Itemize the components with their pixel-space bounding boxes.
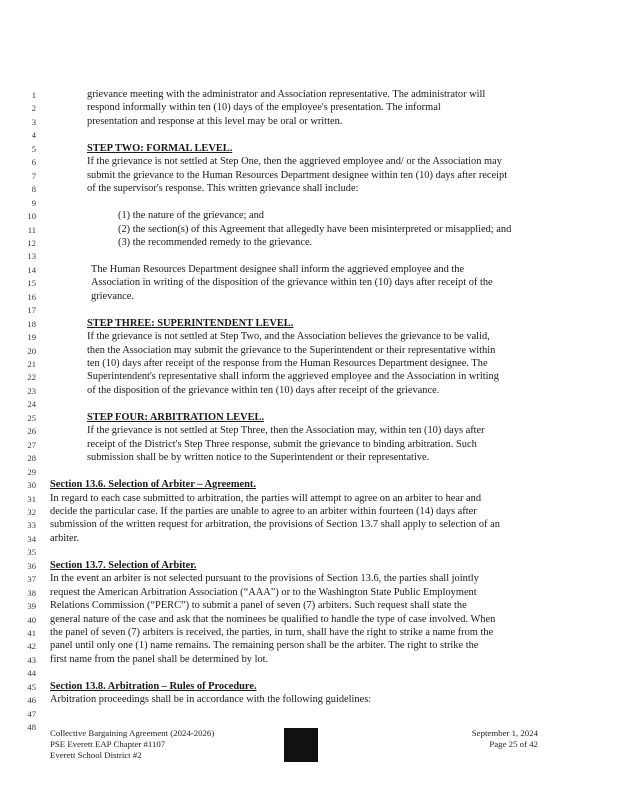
line-text: first name from the panel shall be determined by lot. (50, 653, 269, 665)
line-number: 22 (27, 372, 36, 383)
document-line (0, 626, 618, 640)
document-line (0, 344, 618, 358)
line-text: decide the particular case. If the parties are unable to agree to an arbiter within fourteen (14) days after (50, 505, 477, 517)
line-text: Relations Commission (“PERC”) to submit a panel of seven (7) arbiters. Such request shall state the (50, 600, 467, 612)
line-number: 38 (27, 587, 36, 598)
document-line (0, 707, 618, 721)
line-number: 7 (31, 170, 36, 181)
line-number: 39 (27, 601, 36, 612)
line-number: 31 (27, 493, 36, 504)
document-line (0, 155, 618, 169)
document-line (0, 370, 618, 384)
document-line (0, 451, 618, 465)
document-line (0, 236, 618, 250)
line-text: Arbitration proceedings shall be in accordance with the following guidelines: (50, 694, 372, 706)
line-text: general nature of the case and ask that the nominees be qualified to handle the type of case involved. When (50, 613, 496, 625)
line-number: 47 (27, 708, 36, 719)
line-number: 16 (27, 291, 36, 302)
line-text: request the American Arbitration Association (“AAA”) or to the Washington State Public Employment (50, 586, 477, 598)
document-line (0, 518, 618, 532)
line-number: 4 (31, 130, 36, 141)
line-text: In the event an arbiter is not selected pursuant to the provisions of Section 13.6, the parties shall jointly (50, 573, 479, 585)
document-line (0, 424, 618, 438)
document-line (0, 249, 618, 263)
document-line (0, 639, 618, 653)
document-line (0, 276, 618, 290)
document-line (0, 303, 618, 317)
footer-page-number: Page 25 of 42 (489, 739, 538, 749)
document-line (0, 101, 618, 115)
document-line (0, 290, 618, 304)
line-number: 28 (27, 453, 36, 464)
line-text: panel until only one (1) name remains. The remaining person shall be the arbiter. The right to strike the (50, 640, 479, 652)
section-heading: Section 13.7. Selection of Arbiter. (50, 559, 197, 571)
line-text: Association in writing of the disposition of the grievance within ten (10) days after receipt of the (91, 277, 493, 289)
document-line (0, 478, 618, 492)
document-line (0, 357, 618, 371)
footer-left (50, 728, 214, 761)
line-number: 9 (31, 197, 36, 208)
document-line (0, 559, 618, 573)
line-number: 5 (31, 143, 36, 154)
document-line (0, 169, 618, 183)
line-text: submission shall be by written notice to the Superintendent or their representative. (87, 452, 430, 464)
document-line (0, 196, 618, 210)
line-number: 24 (27, 399, 36, 410)
line-text: then the Association may submit the grievance to the Superintendent or their representative within (87, 344, 496, 356)
footer-district: Everett School District #2 (50, 750, 142, 760)
document-line (0, 128, 618, 142)
line-number: 33 (27, 520, 36, 531)
document-line (0, 88, 618, 102)
line-text: the panel of seven (7) arbiters is received, the parties, in turn, shall have the right to strike a name from the (50, 627, 494, 638)
line-text: If the grievance is not settled at Step Two, and the Association believes the grievance to be valid, (87, 331, 490, 343)
document-line (0, 465, 618, 479)
document-line (0, 223, 618, 237)
document-line (0, 182, 618, 196)
document-line (0, 599, 618, 613)
line-number: 25 (27, 412, 36, 423)
line-number: 37 (27, 574, 36, 585)
line-number: 21 (27, 359, 36, 369)
line-text: submit the grievance to the Human Resources Department designee within ten (10) days after receipt (87, 169, 508, 181)
line-text: respond informally within ten (10) days of the employee's presentation. The informal (87, 102, 441, 114)
document-line (0, 317, 618, 331)
document-line (0, 411, 618, 425)
document-line (0, 397, 618, 411)
line-number: 48 (27, 722, 36, 733)
line-number: 27 (27, 439, 36, 450)
footer-agreement-title: Collective Bargaining Agreement (2024-2026) (50, 728, 215, 738)
line-text: receipt of the District's Step Three response, submit the grievance to binding arbitration. Such (87, 438, 477, 450)
line-text: If the grievance is not settled at Step Three, then the Association may, within ten (10) days after (87, 425, 485, 437)
line-number: 14 (27, 264, 36, 275)
document-line (0, 384, 618, 398)
section-heading: STEP FOUR: ARBITRATION LEVEL. (87, 411, 265, 423)
document-line (0, 613, 618, 627)
document-line (0, 653, 618, 667)
line-text: (3) the recommended remedy to the grievance. (118, 236, 313, 248)
line-number: 3 (31, 116, 36, 127)
line-number: 19 (27, 332, 36, 343)
section-heading: STEP TWO: FORMAL LEVEL. (87, 142, 233, 154)
section-heading: STEP THREE: SUPERINTENDENT LEVEL. (87, 317, 294, 329)
line-number: 6 (31, 157, 36, 168)
line-text: arbiter. (50, 532, 80, 544)
document-line (0, 545, 618, 559)
document-line (0, 693, 618, 707)
line-number: 18 (27, 318, 36, 329)
line-number: 13 (27, 251, 36, 262)
line-text: ten (10) days after receipt of the response from the Human Resources Department designee. The (87, 358, 488, 369)
document-line (0, 115, 618, 129)
line-number: 41 (27, 628, 36, 638)
line-text: (2) the section(s) of this Agreement that allegedly have been misinterpreted or misapplied; and (118, 223, 512, 235)
line-number: 1 (31, 90, 36, 100)
line-number: 15 (27, 278, 36, 289)
line-number: 8 (31, 184, 36, 195)
line-text: submission of the written request for arbitration, the provisions of Section 13.7 shall apply to selection of an (50, 519, 500, 531)
line-number: 36 (27, 560, 36, 571)
document-line (0, 209, 618, 223)
line-number: 12 (27, 237, 36, 248)
line-text: presentation and response at this level may be oral or written. (87, 115, 343, 127)
line-text: of the disposition of the grievance within ten (10) days after receipt of the grievance. (87, 384, 440, 396)
line-number: 32 (27, 506, 36, 517)
line-number: 2 (31, 103, 36, 114)
line-text: In regard to each case submitted to arbitration, the parties will attempt to agree on an arbiter to hear and (50, 492, 482, 504)
redaction-box (284, 728, 318, 762)
line-number: 43 (27, 654, 36, 665)
line-number: 20 (27, 345, 36, 356)
line-number: 26 (27, 426, 36, 437)
document-line (0, 142, 618, 156)
document-line (0, 505, 618, 519)
line-number: 29 (27, 466, 36, 477)
line-text: The Human Resources Department designee shall inform the aggrieved employee and the (91, 263, 465, 275)
section-heading: Section 13.8. Arbitration – Rules of Procedure. (50, 680, 257, 692)
line-number: 23 (27, 385, 36, 396)
document-line (0, 586, 618, 600)
document-line (0, 438, 618, 452)
line-number: 30 (27, 480, 36, 491)
document-line (0, 263, 618, 277)
document-line (0, 666, 618, 680)
line-text: Superintendent's representative shall inform the aggrieved employee and the Association in writing (87, 371, 499, 383)
document-line (0, 680, 618, 694)
line-text: of the supervisor's response. This written grievance shall include: (87, 183, 359, 195)
footer-date: September 1, 2024 (471, 728, 538, 738)
line-number: 42 (27, 641, 36, 652)
document-line (0, 572, 618, 586)
document-line (0, 492, 618, 506)
footer-chapter: PSE Everett EAP Chapter #1107 (50, 739, 166, 749)
line-text: grievance. (91, 290, 134, 302)
line-text: If the grievance is not settled at Step One, then the aggrieved employee and/ or the Association may (87, 156, 502, 168)
line-number: 45 (27, 681, 36, 692)
line-number: 10 (27, 211, 36, 222)
line-number: 34 (27, 533, 36, 544)
line-number: 17 (27, 305, 36, 316)
section-heading: Section 13.6. Selection of Arbiter – Agreement. (50, 479, 256, 491)
line-number: 46 (27, 695, 36, 706)
line-text: grievance meeting with the administrator and Association representative. The administrator will (87, 89, 486, 100)
line-number: 40 (27, 614, 36, 625)
line-number: 35 (27, 547, 36, 558)
line-number: 44 (27, 668, 36, 679)
line-number: 11 (27, 224, 36, 235)
document-line (0, 330, 618, 344)
line-text: (1) the nature of the grievance; and (118, 210, 264, 222)
document-line (0, 532, 618, 546)
footer-right (472, 728, 538, 750)
